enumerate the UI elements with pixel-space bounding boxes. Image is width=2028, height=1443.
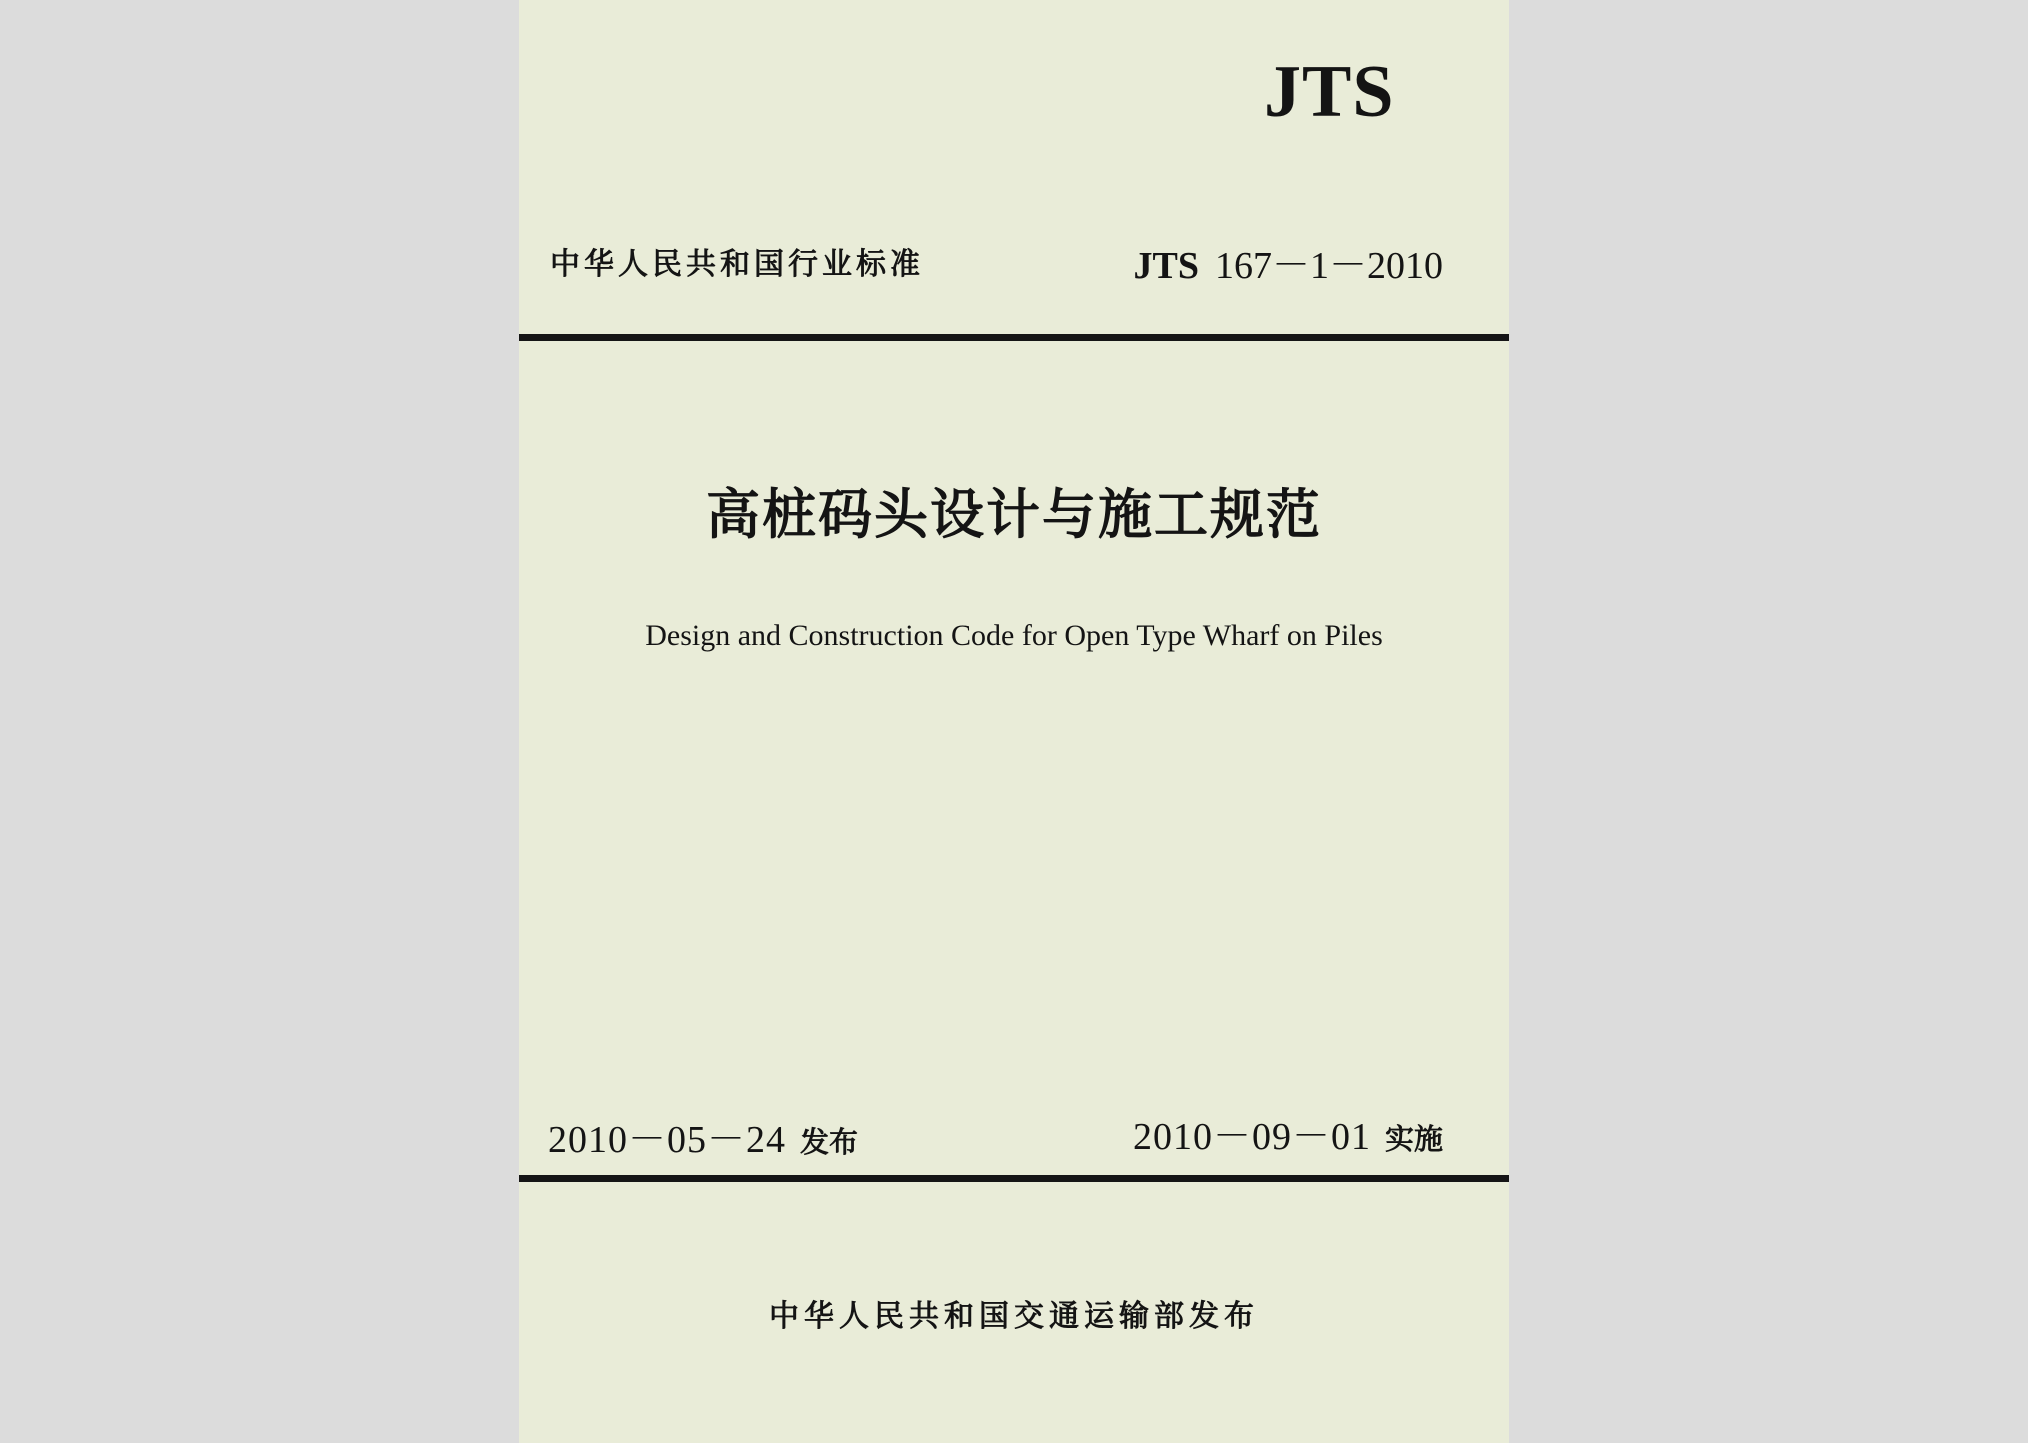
publish-date-row	[548, 1121, 858, 1159]
effective-label: 实施	[1384, 1122, 1443, 1156]
document-cover	[519, 0, 1509, 1443]
bottom-divider	[519, 1175, 1509, 1182]
document-title-en: Design and Construction Code for Open Type Wharf on Piles	[645, 619, 1383, 652]
effective-date: 2010－09－01	[1132, 1116, 1371, 1158]
top-divider	[519, 334, 1509, 341]
standard-code-prefix: JTS	[1133, 245, 1199, 287]
publish-date: 2010－05－24	[548, 1119, 787, 1161]
standard-code	[1134, 247, 1444, 285]
document-title-cn: 高桩码头设计与施工规范	[706, 485, 1322, 545]
publish-label: 发布	[800, 1125, 859, 1159]
standard-type: 中华人民共和国行业标准	[550, 247, 924, 282]
effective-date-row	[1133, 1118, 1443, 1156]
standard-code-number: 167－1－2010	[1214, 245, 1443, 287]
series-mark: JTS	[1264, 51, 1395, 133]
issuer: 中华人民共和国交通运输部发布	[769, 1299, 1259, 1334]
